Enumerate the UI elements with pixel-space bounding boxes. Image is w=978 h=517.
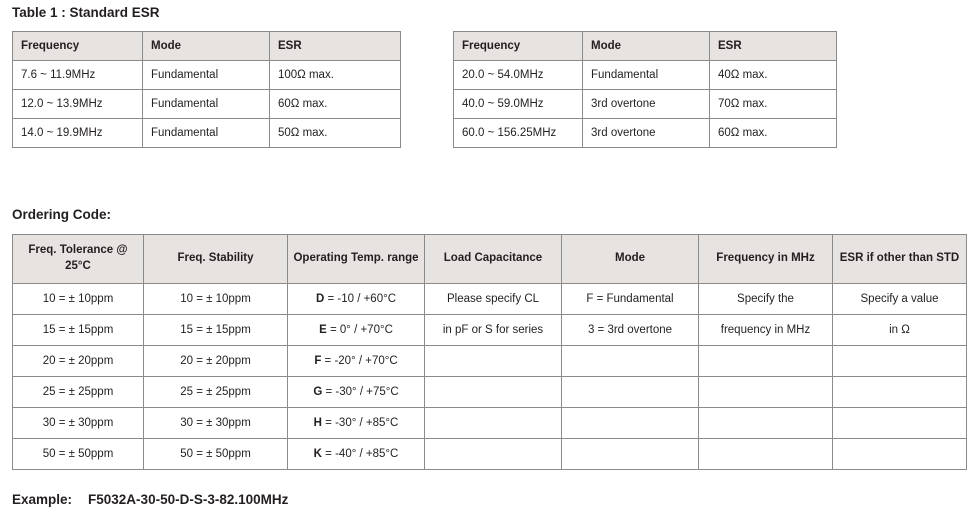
standard-esr-table-left [12,31,401,148]
cell-esr: 40Ω max. [710,61,837,90]
cell-esr: 100Ω max. [270,61,401,90]
cell-operating-temp [288,315,425,346]
temp-code-range: = -10 / +60°C [324,293,397,305]
temp-code-range: = -30° / +85°C [321,417,399,429]
table-row [454,119,837,148]
table-row [454,90,837,119]
cell-esr-other [833,346,967,377]
cell-load-capacitance [425,439,562,470]
table-row [13,408,967,439]
cell-freq-stability: 50 = ± 50ppm [144,439,288,470]
cell-esr-other [833,439,967,470]
table-row [13,119,401,148]
column-header-mode: Mode [583,32,710,61]
column-header-esr: ESR [270,32,401,61]
cell-mode [562,439,699,470]
column-header-frequency: Frequency [13,32,143,61]
temp-code-letter: D [315,293,325,305]
cell-esr-other [833,377,967,408]
temp-code-letter: H [313,417,322,429]
cell-freq-stability: 20 = ± 20ppm [144,346,288,377]
example-label: Example: [12,492,73,507]
column-header-esr-other: ESR if other than STD [833,235,967,284]
table-row [13,61,401,90]
cell-mode: Fundamental [583,61,710,90]
cell-frequency-mhz [699,439,833,470]
cell-freq-tolerance: 10 = ± 10ppm [13,284,144,315]
column-header-load-capacitance: Load Capacitance [425,235,562,284]
cell-freq-stability: 25 = ± 25ppm [144,377,288,408]
column-header-operating-temp: Operating Temp. range [288,235,425,284]
column-header-freq-tolerance: Freq. Tolerance @ 25°C [13,235,144,284]
cell-esr: 60Ω max. [270,90,401,119]
cell-frequency-mhz [699,346,833,377]
cell-load-capacitance: in pF or S for series [425,315,562,346]
ordering-code-title: Ordering Code: [12,207,112,222]
table-row [454,61,837,90]
cell-freq-tolerance: 25 = ± 25ppm [13,377,144,408]
cell-esr-other: in Ω [833,315,967,346]
temp-code-range: = -20° / +70°C [321,355,398,367]
cell-esr: 70Ω max. [710,90,837,119]
table-row [13,377,967,408]
example-part-number: F5032A-30-50-D-S-3-82.100MHz [88,492,289,507]
column-header-freq-stability: Freq. Stability [144,235,288,284]
column-header-frequency: Frequency [454,32,583,61]
table-row [13,284,967,315]
esr-table-title: Table 1 : Standard ESR [12,5,160,20]
table-row [13,90,401,119]
cell-freq-tolerance: 20 = ± 20ppm [13,346,144,377]
cell-frequency-mhz: Specify the [699,284,833,315]
cell-operating-temp [288,284,425,315]
cell-freq-tolerance: 15 = ± 15ppm [13,315,144,346]
cell-load-capacitance [425,408,562,439]
cell-freq-tolerance: 30 = ± 30ppm [13,408,144,439]
cell-frequency: 14.0 ~ 19.9MHz [13,119,143,148]
cell-mode: 3rd overtone [583,119,710,148]
cell-mode: Fundamental [143,90,270,119]
temp-code-letter: K [313,448,322,460]
cell-mode: F = Fundamental [562,284,699,315]
cell-mode: Fundamental [143,119,270,148]
cell-frequency: 7.6 ~ 11.9MHz [13,61,143,90]
temp-code-range: = 0° / +70°C [326,324,393,336]
cell-freq-stability: 30 = ± 30ppm [144,408,288,439]
temp-code-range: = -40° / +85°C [321,448,399,460]
cell-operating-temp [288,439,425,470]
example-line [12,492,288,507]
temp-code-range: = -30° / +75°C [322,386,399,398]
cell-mode: 3 = 3rd overtone [562,315,699,346]
column-header-esr: ESR [710,32,837,61]
cell-frequency-mhz: frequency in MHz [699,315,833,346]
cell-freq-tolerance: 50 = ± 50ppm [13,439,144,470]
cell-freq-stability: 10 = ± 10ppm [144,284,288,315]
table-header-row [13,235,967,284]
table-header-row [454,32,837,61]
cell-frequency: 20.0 ~ 54.0MHz [454,61,583,90]
cell-frequency-mhz [699,377,833,408]
table-row [13,346,967,377]
cell-frequency-mhz [699,408,833,439]
cell-load-capacitance [425,377,562,408]
column-header-frequency-mhz: Frequency in MHz [699,235,833,284]
cell-frequency: 40.0 ~ 59.0MHz [454,90,583,119]
temp-code-letter: F [314,355,322,367]
ordering-code-table [12,234,967,470]
cell-frequency: 60.0 ~ 156.25MHz [454,119,583,148]
cell-esr-other [833,408,967,439]
cell-esr: 60Ω max. [710,119,837,148]
cell-mode [562,377,699,408]
cell-esr: 50Ω max. [270,119,401,148]
cell-operating-temp [288,346,425,377]
cell-operating-temp [288,408,425,439]
cell-freq-stability: 15 = ± 15ppm [144,315,288,346]
cell-load-capacitance: Please specify CL [425,284,562,315]
cell-esr-other: Specify a value [833,284,967,315]
cell-mode: 3rd overtone [583,90,710,119]
temp-code-letter: G [313,386,323,398]
cell-operating-temp [288,377,425,408]
cell-frequency: 12.0 ~ 13.9MHz [13,90,143,119]
column-header-mode: Mode [143,32,270,61]
temp-code-letter: E [319,324,327,336]
cell-load-capacitance [425,346,562,377]
cell-mode [562,346,699,377]
table-row [13,439,967,470]
cell-mode [562,408,699,439]
column-header-mode: Mode [562,235,699,284]
table-row [13,315,967,346]
table-header-row [13,32,401,61]
cell-mode: Fundamental [143,61,270,90]
standard-esr-table-right [453,31,837,148]
